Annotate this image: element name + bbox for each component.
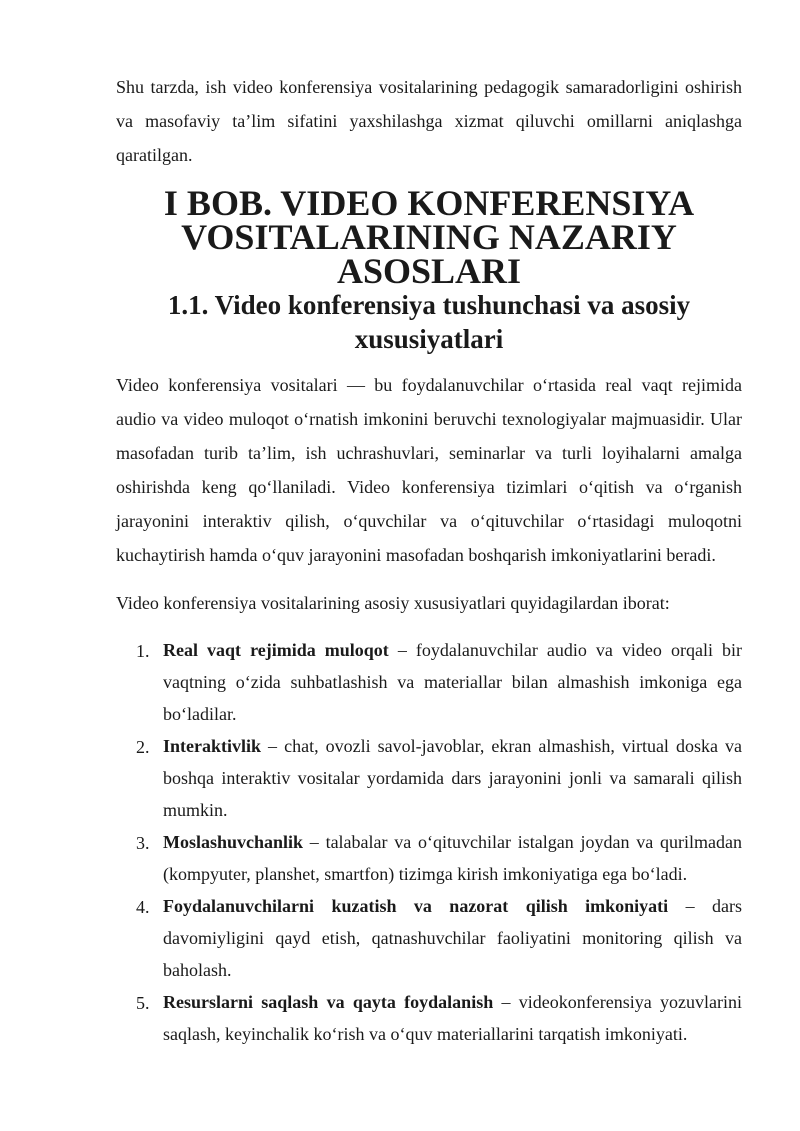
definition-paragraph: Video konferensiya vositalari — bu foydalanuvchilar o‘rtasida real vaqt rejimida audio va video muloqot o‘rnatish imkonini beruvchi texnologiyalar majmuasidir. Ular masofadan turib ta’lim, ish uchrashuvlari, seminarlar va turli loyihalarni amalga oshirishda keng qo‘llaniladi. Video konferensiya tizimlari o‘qitish va o‘rganish jarayonini interaktiv qilish, o‘quvchilar va o‘qituvchilar o‘rtasidagi muloqotni kuchaytirish hamda o‘quv jarayonini masofadan boshqarish imkoniyatlarini beradi. (116, 375, 742, 565)
list-item-number: 3. (136, 833, 150, 853)
list-item-term: Interaktivlik (163, 736, 262, 756)
list-item-text (163, 986, 742, 1050)
list-item (116, 986, 742, 1050)
list-item (116, 634, 742, 730)
list-item-text (163, 826, 742, 890)
features-list (116, 634, 742, 1050)
list-item-description: – foydalanuvchilar audio va video orqali bir vaqtning o‘zida suhbatlashish va materiallar bilan almashish imkoniga ega bo‘ladilar. (163, 640, 742, 724)
intro-paragraph: Shu tarzda, ish video konferensiya vositalarining pedagogik samaradorligini oshirish va masofaviy ta’lim sifatini yaxshilashga xizmat qiluvchi omillarni aniqlashga qaratilgan. (116, 77, 742, 165)
list-item-number: 4. (136, 897, 150, 917)
list-item (116, 826, 742, 890)
list-item-number: 1. (136, 641, 150, 661)
list-item-description: – videokonferensiya yozuvlarini saqlash, keyinchalik ko‘rish va o‘quv materiallarini tarqatish imkoniyati. (163, 992, 742, 1044)
list-item-text (163, 730, 742, 826)
list-item-number: 2. (136, 737, 150, 757)
list-item-description: – chat, ovozli savol-javoblar, ekran almashish, virtual doska va boshqa interaktiv vositalar yordamida dars jarayonini jonli va samarali qilish mumkin. (163, 736, 742, 820)
list-item-term: Real vaqt rejimida muloqot (163, 640, 389, 660)
chapter-title: I BOB. VIDEO KONFERENSIYA VOSITALARINING NAZARIY ASOSLARI (163, 183, 695, 291)
list-item-term: Moslashuvchanlik (163, 832, 304, 852)
list-item-term: Foydalanuvchilarni kuzatish va nazorat qilish imkoniyati (163, 896, 669, 916)
document-page (116, 70, 742, 1050)
list-item-text (163, 890, 742, 986)
list-item-description: – dars davomiyligini qayd etish, qatnashuvchilar faoliyatini monitoring qilish va baholash. (163, 896, 742, 980)
list-item-text (163, 634, 742, 730)
list-item-term: Resurslarni saqlash va qayta foydalanish (163, 992, 494, 1012)
list-item (116, 730, 742, 826)
features-intro-paragraph: Video konferensiya vositalarining asosiy xususiyatlari quyidagilardan iborat: (116, 593, 670, 613)
section-title: 1.1. Video konferensiya tushunchasi va asosiy xususiyatlari (167, 290, 691, 354)
list-item (116, 890, 742, 986)
list-item-description: – talabalar va o‘qituvchilar istalgan joydan va qurilmadan (kompyuter, planshet, smartfon) tizimga kirish imkoniyatiga ega bo‘ladi. (163, 832, 742, 884)
list-item-number: 5. (136, 993, 150, 1013)
